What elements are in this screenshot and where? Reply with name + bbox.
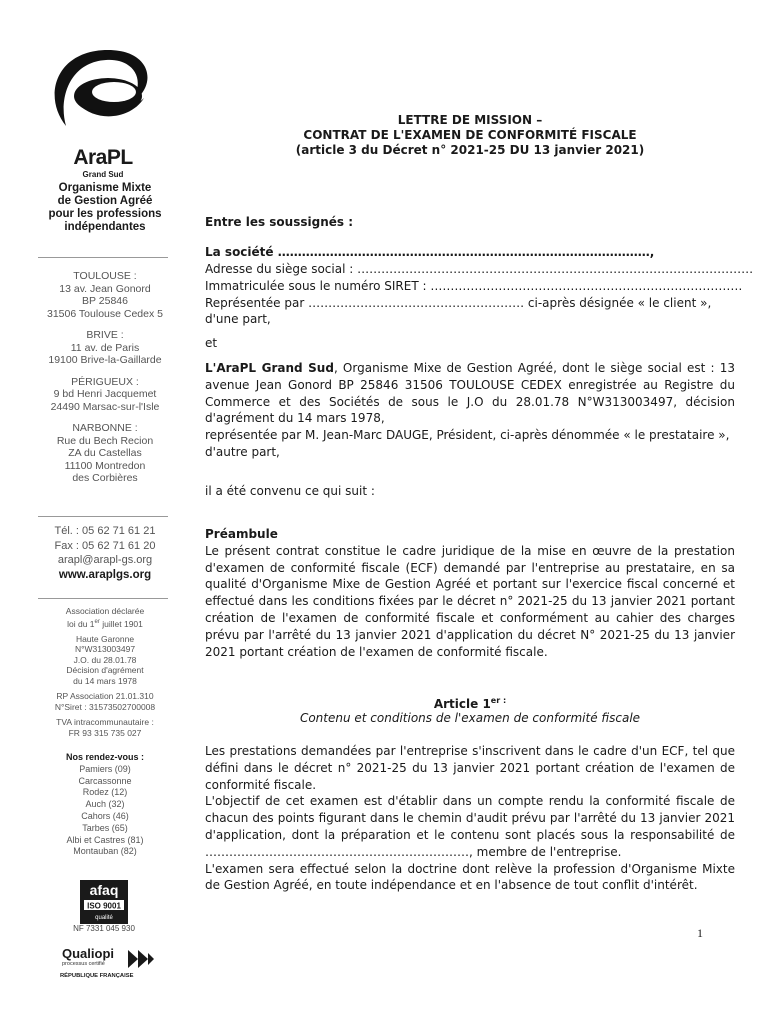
rdv-item: Cahors (46) [81,810,129,821]
afaq-text: afaq [89,882,119,898]
arapl-representative: représentée par M. Jean-Marc DAUGE, Président, ci-après dénommée « le prestataire », [205,428,730,443]
afaq-certification-icon [80,880,128,924]
title-line: (article 3 du Décret n° 2021-25 DU 13 janvier 2021) [295,143,645,157]
legal-line: du 14 mars 1978 [73,675,137,686]
rdv-item: Carcassonne [78,775,132,786]
legal-line: N°Siret : 31573502700008 [54,701,156,712]
legal-line: Association déclarée [65,606,145,616]
rdv-item: Montauban (82) [73,846,137,857]
office-line: Rue du Bech Recion [56,434,154,447]
office-line: BRIVE : [86,329,124,341]
societe-address-line: Adresse du siège social : ……………………………………………………………………………………… [205,262,754,276]
office-line: ZA du Castellas [68,447,142,459]
article-paragraph: L'examen sera effectué selon la doctrine dont relève la profession d'Organisme Mixte de Gestion Agréé, en toute indépendance et en l'absence de tout conflit d'intérêt. [205,861,735,893]
office-narbonne [26,422,184,485]
qualiopi-logo [62,946,162,986]
societe-details [205,261,754,328]
sidebar-divider [38,257,168,258]
title-line: LETTRE DE MISSION – [397,113,543,127]
article-1-subtitle: Contenu et conditions de l'examen de conformité fiscale [299,711,641,725]
afaq-quality-text: qualité [95,915,113,921]
arapl-description [205,360,735,427]
office-line: 11 av. de Paris [70,341,140,354]
office-brive [26,329,184,367]
parties-heading: Entre les soussignés : [205,215,354,229]
legal-mentions [20,606,190,738]
office-line: des Corbières [72,472,138,484]
legal-line: Haute Garonne [75,633,135,644]
office-line: BP 25846 [82,295,128,307]
document-body [205,0,754,1024]
office-line: 31506 Toulouse Cedex 5 [47,307,163,320]
rdv-item: Tarbes (65) [82,822,128,833]
conjunction-et: et [205,336,218,350]
preamble-title: Préambule [205,527,278,541]
website-link[interactable]: www.araplgs.org [58,568,152,581]
email-link[interactable]: arapl@arapl-gs.org [57,554,153,566]
logo-name: AraPL [73,146,133,169]
legal-line: RP Association 21.01.310 [56,691,154,702]
article-title-text: Article 1 [433,697,491,711]
org-desc-line: Organisme Mixte [58,182,152,194]
legal-line: Décision d'agrément [66,665,144,676]
preamble-section [205,526,735,660]
article-paragraph: Les prestations demandées par l'entreprise s'inscrivent dans le cadre d'un ECF, tel que défini dans le décret n° 2021-25 du 13 janvier 2021 portant création de l'examen de conformité fiscale. [205,744,735,792]
legal-line: loi du 1er juillet 1901 [67,618,143,629]
societe-siret-line: Immatriculée sous le numéro SIRET : …………………………………………………………………… [205,278,743,293]
arapl-logo [48,44,158,179]
qualiopi-subtitle: processus certifié [62,961,105,967]
office-line: 13 av. Jean Gonord [59,282,151,295]
republique-francaise-mark: RÉPUBLIQUE FRANÇAISE [60,973,134,979]
agreement-intro: il a été convenu ce qui suit : [205,484,375,498]
arapl-party-paragraph [205,360,735,461]
org-desc-line: indépendantes [64,221,146,233]
legal-line: TVA intracommunautaire : [56,717,154,728]
afaq-iso-logo [80,880,128,924]
article-title-sup: er : [490,696,507,705]
appointment-locations [26,752,184,858]
office-perigueux [26,376,184,414]
afaq-certificate-number: NF 7331 045 930 [73,924,135,933]
sidebar-divider [38,598,168,599]
office-addresses [26,270,184,494]
organisation-description [30,182,180,234]
contact-info [26,524,184,582]
sidebar [0,0,190,1024]
arapl-logo-icon [48,44,158,144]
sidebar-divider [38,516,168,517]
article-paragraph: L'objectif de cet examen est d'établir dans un compte rendu la conformité fiscale de chacun des points figurant dans le chemin d'audit prévu par l'arrêté du 13 janvier 2021 d'application, dont la préparation et le contenu sont placés sous la responsabilité de …………………………………………………………, membre de l'entreprise. [205,794,735,859]
page-number: 1 [697,926,703,940]
arapl-part-line: d'autre part, [205,444,280,459]
rdv-item: Rodez (12) [82,787,128,798]
afaq-iso-text: ISO 9001 [87,901,121,911]
arapl-details: , Organisme Mixe de Gestion Agréé, dont le siège social est : 13 avenue Jean Gonord BP 25846 31506 TOULOUSE CEDEX enregistrée au Registre du Commerce et des Sociétés de sous le J.O du 28.01.78 N°W313003497, décision d'agrément du 14 mars 1978, [205,361,735,426]
rdv-item: Pamiers (09) [79,763,131,774]
rdv-title: Nos rendez-vous : [65,752,144,762]
office-line: NARBONNE : [72,422,138,434]
org-desc-line: pour les professions [48,208,162,220]
office-line: 24490 Marsac-sur-l'Isle [50,400,160,413]
rdv-item: Albi et Castres (81) [66,834,144,845]
legal-line: J.O. du 28.01.78 [73,654,137,665]
org-desc-line: de Gestion Agréé [57,195,153,207]
legal-line: N°W313003497 [74,644,136,655]
preamble-text: Le présent contrat constitue le cadre juridique de la mise en œuvre de la prestation d'examen de conformité fiscale (ECF) demandé par l'entreprise au prestataire, en sa qualité d'Organisme Mixe de Gestion Agréé et portant sur l'exercice fiscal concerné et effectué dans les conditions fixées par le décret n° 2021-25 du 13 janvier 2021 portant création de l'examen de conformité fiscale et conformément au cahier des charges prévu par l'arrêté du 13 janvier 2021 d'application du décret N° 2021-25 du 13 janvier 2021 portant création de l'examen de conformité fiscale. [205,543,735,659]
fax-number: Fax : 05 62 71 61 20 [54,539,156,552]
office-line: 11100 Montredon [64,459,146,472]
qualiopi-name: Qualiopi [62,946,114,961]
document-title [205,113,735,158]
article-1-body [205,743,735,894]
societe-part-line: d'une part, [205,312,271,327]
office-line: 19100 Brive-la-Gaillarde [48,354,162,366]
arapl-name: L'AraPL Grand Sud [205,361,334,375]
societe-representative-line: Représentée par ……………………………………………… ci-après désignée « le client », [205,295,712,310]
office-line: PÉRIGUEUX : [71,375,139,388]
societe-heading: La société …………………………………………………………………………………, [205,245,655,259]
office-line: 9 bd Henri Jacquemet [53,388,157,400]
rdv-item: Auch (32) [85,799,125,810]
office-toulouse [26,270,184,320]
office-line: TOULOUSE : [73,270,137,282]
title-line: CONTRAT DE L'EXAMEN DE CONFORMITÉ FISCALE [303,128,637,142]
logo-subtitle: Grand Sud [82,170,124,179]
phone-number: Tél. : 05 62 71 61 21 [54,525,156,537]
qualiopi-arrows-icon [128,950,158,968]
legal-line: FR 93 315 735 027 [68,727,142,738]
